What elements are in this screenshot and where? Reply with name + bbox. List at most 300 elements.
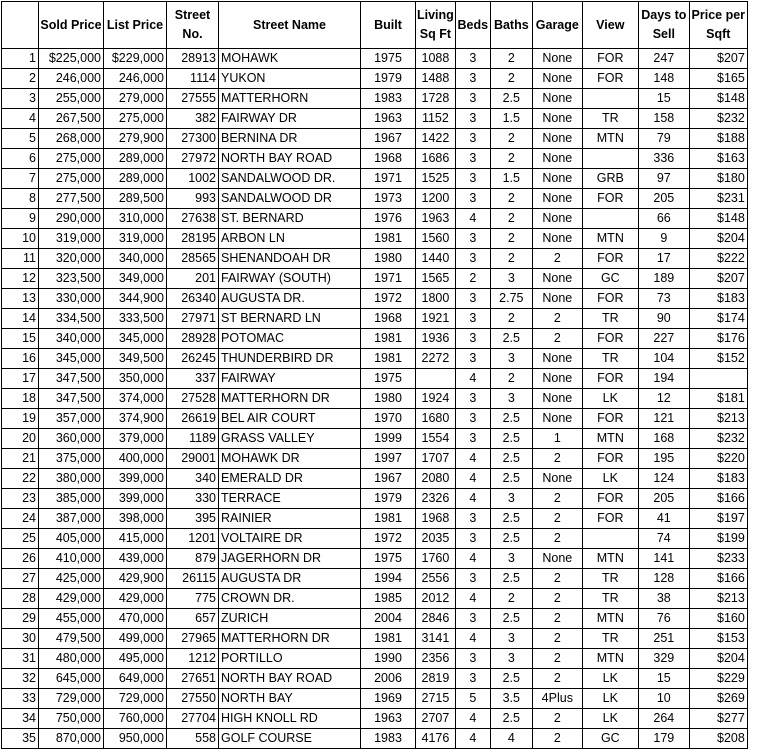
list-price-cell[interactable]: 439,000	[104, 549, 167, 569]
living-sqft-cell[interactable]: 1680	[416, 409, 456, 429]
living-sqft-cell[interactable]: 2326	[416, 489, 456, 509]
list-price-cell[interactable]: 374,000	[104, 389, 167, 409]
days-to-sell-cell[interactable]: 15	[638, 89, 689, 109]
row-number-cell[interactable]: 22	[2, 469, 39, 489]
row-number-cell[interactable]: 30	[2, 629, 39, 649]
price-per-sqft-cell[interactable]: $163	[689, 149, 747, 169]
list-price-cell[interactable]: 429,000	[104, 589, 167, 609]
price-per-sqft-cell[interactable]: $229	[689, 669, 747, 689]
view-cell[interactable]: GC	[582, 729, 638, 749]
price-per-sqft-cell[interactable]: $148	[689, 89, 747, 109]
living-sqft-cell[interactable]: 2272	[416, 349, 456, 369]
view-cell[interactable]: LK	[582, 669, 638, 689]
garage-cell[interactable]: None	[532, 269, 582, 289]
view-cell[interactable]: TR	[582, 569, 638, 589]
street-number-cell[interactable]: 558	[167, 729, 219, 749]
year-built-cell[interactable]: 1981	[361, 329, 416, 349]
year-built-cell[interactable]: 1975	[361, 369, 416, 389]
sold-price-cell[interactable]: 275,000	[39, 149, 104, 169]
street-number-cell[interactable]: 28913	[167, 49, 219, 69]
garage-cell[interactable]: 2	[532, 709, 582, 729]
living-sqft-cell[interactable]: 1560	[416, 229, 456, 249]
garage-cell[interactable]: None	[532, 409, 582, 429]
year-built-cell[interactable]: 1975	[361, 549, 416, 569]
days-to-sell-cell[interactable]: 247	[638, 49, 689, 69]
baths-cell[interactable]: 2	[490, 189, 532, 209]
view-cell[interactable]: FOR	[582, 489, 638, 509]
price-per-sqft-cell[interactable]: $204	[689, 649, 747, 669]
baths-cell[interactable]: 2.5	[490, 449, 532, 469]
view-cell[interactable]: TR	[582, 309, 638, 329]
price-per-sqft-cell[interactable]: $181	[689, 389, 747, 409]
days-to-sell-cell[interactable]: 38	[638, 589, 689, 609]
days-to-sell-cell[interactable]: 90	[638, 309, 689, 329]
living-sqft-cell[interactable]: 1488	[416, 69, 456, 89]
row-number-cell[interactable]: 4	[2, 109, 39, 129]
street-name-header[interactable]: Street Name	[219, 2, 361, 49]
garage-cell[interactable]: 1	[532, 429, 582, 449]
street-name-cell[interactable]: NORTH BAY ROAD	[219, 669, 361, 689]
year-built-cell[interactable]: 1994	[361, 569, 416, 589]
view-cell[interactable]	[582, 529, 638, 549]
sold-price-cell[interactable]: 729,000	[39, 689, 104, 709]
year-built-cell[interactable]: 1981	[361, 349, 416, 369]
street-name-cell[interactable]: BERNINA DR	[219, 129, 361, 149]
days-to-sell-cell[interactable]: 195	[638, 449, 689, 469]
days-to-sell-cell[interactable]: 124	[638, 469, 689, 489]
garage-cell[interactable]: None	[532, 349, 582, 369]
street-name-cell[interactable]: JAGERHORN DR	[219, 549, 361, 569]
street-number-cell[interactable]: 775	[167, 589, 219, 609]
living-sqft-cell[interactable]: 1565	[416, 269, 456, 289]
price-per-sqft-cell[interactable]: $183	[689, 469, 747, 489]
street-number-cell[interactable]: 330	[167, 489, 219, 509]
days-to-sell-cell[interactable]: 148	[638, 69, 689, 89]
garage-cell[interactable]: None	[532, 49, 582, 69]
street-name-cell[interactable]: CROWN DR.	[219, 589, 361, 609]
baths-cell[interactable]: 2.5	[490, 429, 532, 449]
year-built-cell[interactable]: 1999	[361, 429, 416, 449]
view-cell[interactable]: TR	[582, 629, 638, 649]
living-sqft-cell[interactable]: 1554	[416, 429, 456, 449]
price-per-sqft-cell[interactable]: $232	[689, 109, 747, 129]
days-to-sell-cell[interactable]: 41	[638, 509, 689, 529]
street-name-cell[interactable]: VOLTAIRE DR	[219, 529, 361, 549]
living-sqft-cell[interactable]: 2035	[416, 529, 456, 549]
view-cell[interactable]: FOR	[582, 49, 638, 69]
beds-cell[interactable]: 4	[455, 469, 490, 489]
view-cell[interactable]: FOR	[582, 329, 638, 349]
beds-cell[interactable]: 3	[455, 669, 490, 689]
baths-cell[interactable]: 3	[490, 649, 532, 669]
price-per-sqft-cell[interactable]: $153	[689, 629, 747, 649]
view-cell[interactable]: MTN	[582, 649, 638, 669]
street-name-cell[interactable]: EMERALD DR	[219, 469, 361, 489]
price-per-sqft-cell[interactable]: $269	[689, 689, 747, 709]
row-number-cell[interactable]: 32	[2, 669, 39, 689]
living-sqft-cell[interactable]: 2080	[416, 469, 456, 489]
baths-cell[interactable]: 2.5	[490, 89, 532, 109]
row-number-cell[interactable]: 9	[2, 209, 39, 229]
list-price-cell[interactable]: 310,000	[104, 209, 167, 229]
list-price-cell[interactable]: 349,000	[104, 269, 167, 289]
sold-price-cell[interactable]: 267,500	[39, 109, 104, 129]
baths-cell[interactable]: 3	[490, 389, 532, 409]
garage-cell[interactable]: None	[532, 389, 582, 409]
street-name-cell[interactable]: MOHAWK	[219, 49, 361, 69]
street-number-cell[interactable]: 337	[167, 369, 219, 389]
price-per-sqft-cell[interactable]: $231	[689, 189, 747, 209]
sold-price-cell[interactable]: 385,000	[39, 489, 104, 509]
sold-price-cell[interactable]: 870,000	[39, 729, 104, 749]
beds-cell[interactable]: 3	[455, 229, 490, 249]
baths-cell[interactable]: 2	[490, 49, 532, 69]
beds-cell[interactable]: 3	[455, 289, 490, 309]
garage-cell[interactable]: 2	[532, 449, 582, 469]
baths-cell[interactable]: 2	[490, 369, 532, 389]
beds-cell[interactable]: 3	[455, 109, 490, 129]
price-per-sqft-cell[interactable]: $222	[689, 249, 747, 269]
sold-price-cell[interactable]: 410,000	[39, 549, 104, 569]
list-price-header[interactable]: List Price	[104, 2, 167, 49]
price-per-sqft-cell[interactable]: $277	[689, 709, 747, 729]
street-name-cell[interactable]: AUGUSTA DR	[219, 569, 361, 589]
year-built-cell[interactable]: 1997	[361, 449, 416, 469]
street-number-cell[interactable]: 993	[167, 189, 219, 209]
list-price-cell[interactable]: 333,500	[104, 309, 167, 329]
view-cell[interactable]: GC	[582, 269, 638, 289]
days-to-sell-cell[interactable]: 73	[638, 289, 689, 309]
days-to-sell-cell[interactable]: 128	[638, 569, 689, 589]
row-number-cell[interactable]: 15	[2, 329, 39, 349]
living-sqft-cell[interactable]: 2356	[416, 649, 456, 669]
sold-price-cell[interactable]: 480,000	[39, 649, 104, 669]
list-price-cell[interactable]: 349,500	[104, 349, 167, 369]
baths-cell[interactable]: 4	[490, 729, 532, 749]
view-cell[interactable]: LK	[582, 469, 638, 489]
baths-cell[interactable]: 1.5	[490, 109, 532, 129]
view-cell[interactable]: TR	[582, 349, 638, 369]
beds-cell[interactable]: 4	[455, 729, 490, 749]
baths-cell[interactable]: 3	[490, 489, 532, 509]
baths-cell[interactable]: 2.5	[490, 669, 532, 689]
year-built-cell[interactable]: 1972	[361, 289, 416, 309]
sold-price-cell[interactable]: 246,000	[39, 69, 104, 89]
price-per-sqft-cell[interactable]: $207	[689, 269, 747, 289]
living-sqft-cell[interactable]: 1200	[416, 189, 456, 209]
list-price-cell[interactable]: 499,000	[104, 629, 167, 649]
living-sqft-cell[interactable]: 1525	[416, 169, 456, 189]
price-per-sqft-cell[interactable]: $220	[689, 449, 747, 469]
baths-cell[interactable]: 2	[490, 589, 532, 609]
garage-cell[interactable]: None	[532, 469, 582, 489]
year-built-cell[interactable]: 1972	[361, 529, 416, 549]
sold-price-cell[interactable]: 345,000	[39, 349, 104, 369]
street-name-cell[interactable]: BEL AIR COURT	[219, 409, 361, 429]
sold-price-cell[interactable]: 277,500	[39, 189, 104, 209]
baths-cell[interactable]: 2.5	[490, 509, 532, 529]
list-price-cell[interactable]: 470,000	[104, 609, 167, 629]
street-name-cell[interactable]: HIGH KNOLL RD	[219, 709, 361, 729]
view-cell[interactable]: FOR	[582, 189, 638, 209]
sold-price-cell[interactable]: 323,500	[39, 269, 104, 289]
street-name-cell[interactable]: FAIRWAY	[219, 369, 361, 389]
beds-cell[interactable]: 4	[455, 629, 490, 649]
garage-cell[interactable]: None	[532, 189, 582, 209]
year-built-cell[interactable]: 1963	[361, 109, 416, 129]
baths-cell[interactable]: 2	[490, 309, 532, 329]
year-built-cell[interactable]: 1970	[361, 409, 416, 429]
garage-header[interactable]: Garage	[532, 2, 582, 49]
view-cell[interactable]: MTN	[582, 609, 638, 629]
garage-cell[interactable]: None	[532, 149, 582, 169]
view-cell[interactable]: FOR	[582, 69, 638, 89]
price-per-sqft-cell[interactable]: $148	[689, 209, 747, 229]
row-number-cell[interactable]: 24	[2, 509, 39, 529]
row-number-cell[interactable]: 19	[2, 409, 39, 429]
sold-price-cell[interactable]: 375,000	[39, 449, 104, 469]
list-price-cell[interactable]: 246,000	[104, 69, 167, 89]
row-number-cell[interactable]: 21	[2, 449, 39, 469]
street-name-cell[interactable]: POTOMAC	[219, 329, 361, 349]
days-to-sell-cell[interactable]: 329	[638, 649, 689, 669]
street-name-cell[interactable]: SANDALWOOD DR.	[219, 169, 361, 189]
street-number-cell[interactable]: 27550	[167, 689, 219, 709]
street-name-cell[interactable]: RAINIER	[219, 509, 361, 529]
beds-cell[interactable]: 3	[455, 529, 490, 549]
list-price-cell[interactable]: 649,000	[104, 669, 167, 689]
baths-cell[interactable]: 2.5	[490, 409, 532, 429]
beds-cell[interactable]: 3	[455, 389, 490, 409]
garage-cell[interactable]: None	[532, 129, 582, 149]
row-number-cell[interactable]: 17	[2, 369, 39, 389]
view-cell[interactable]: MTN	[582, 429, 638, 449]
row-number-cell[interactable]: 35	[2, 729, 39, 749]
price-per-sqft-cell[interactable]: $183	[689, 289, 747, 309]
days-to-sell-cell[interactable]: 141	[638, 549, 689, 569]
street-name-cell[interactable]: NORTH BAY	[219, 689, 361, 709]
list-price-cell[interactable]: 950,000	[104, 729, 167, 749]
living-sqft-cell[interactable]: 1422	[416, 129, 456, 149]
row-number-cell[interactable]: 28	[2, 589, 39, 609]
baths-cell[interactable]: 2.5	[490, 609, 532, 629]
year-built-cell[interactable]: 1971	[361, 169, 416, 189]
view-cell[interactable]: FOR	[582, 249, 638, 269]
view-cell[interactable]: LK	[582, 709, 638, 729]
beds-cell[interactable]: 3	[455, 429, 490, 449]
view-cell[interactable]: MTN	[582, 549, 638, 569]
view-cell[interactable]: FOR	[582, 409, 638, 429]
baths-cell[interactable]: 2.75	[490, 289, 532, 309]
living-sqft-cell[interactable]: 1760	[416, 549, 456, 569]
list-price-cell[interactable]: 319,000	[104, 229, 167, 249]
garage-cell[interactable]: None	[532, 109, 582, 129]
street-number-cell[interactable]: 340	[167, 469, 219, 489]
street-number-cell[interactable]: 26245	[167, 349, 219, 369]
sold-price-cell[interactable]: 405,000	[39, 529, 104, 549]
year-built-cell[interactable]: 1967	[361, 129, 416, 149]
sold-price-cell[interactable]: 479,500	[39, 629, 104, 649]
price-per-sqft-cell[interactable]: $199	[689, 529, 747, 549]
days-to-sell-cell[interactable]: 66	[638, 209, 689, 229]
row-number-cell[interactable]: 26	[2, 549, 39, 569]
street-number-cell[interactable]: 27638	[167, 209, 219, 229]
row-number-cell[interactable]: 25	[2, 529, 39, 549]
year-built-cell[interactable]: 2004	[361, 609, 416, 629]
price-per-sqft-cell[interactable]: $213	[689, 589, 747, 609]
year-built-cell[interactable]: 1981	[361, 229, 416, 249]
built-header[interactable]: Built	[361, 2, 416, 49]
days-to-sell-cell[interactable]: 189	[638, 269, 689, 289]
list-price-cell[interactable]: 275,000	[104, 109, 167, 129]
list-price-cell[interactable]: 398,000	[104, 509, 167, 529]
street-name-cell[interactable]: ST BERNARD LN	[219, 309, 361, 329]
year-built-cell[interactable]: 1981	[361, 509, 416, 529]
garage-cell[interactable]: 2	[532, 629, 582, 649]
price-per-sqft-cell[interactable]: $188	[689, 129, 747, 149]
beds-cell[interactable]: 3	[455, 409, 490, 429]
row-number-cell[interactable]: 2	[2, 69, 39, 89]
year-built-cell[interactable]: 1979	[361, 69, 416, 89]
price-per-sqft-cell[interactable]: $208	[689, 729, 747, 749]
garage-cell[interactable]: None	[532, 69, 582, 89]
price-per-sqft-header[interactable]: Price per Sqft	[689, 2, 747, 49]
row-number-cell[interactable]: 1	[2, 49, 39, 69]
row-number-cell[interactable]: 12	[2, 269, 39, 289]
street-number-cell[interactable]: 879	[167, 549, 219, 569]
days-to-sell-cell[interactable]: 17	[638, 249, 689, 269]
view-cell[interactable]: FOR	[582, 369, 638, 389]
days-to-sell-header[interactable]: Days to Sell	[638, 2, 689, 49]
row-number-cell[interactable]: 14	[2, 309, 39, 329]
days-to-sell-cell[interactable]: 76	[638, 609, 689, 629]
view-cell[interactable]	[582, 209, 638, 229]
beds-cell[interactable]: 4	[455, 709, 490, 729]
living-sqft-cell[interactable]: 1728	[416, 89, 456, 109]
list-price-cell[interactable]: 345,000	[104, 329, 167, 349]
year-built-cell[interactable]: 1975	[361, 49, 416, 69]
street-name-cell[interactable]: AUGUSTA DR.	[219, 289, 361, 309]
days-to-sell-cell[interactable]: 227	[638, 329, 689, 349]
street-number-cell[interactable]: 382	[167, 109, 219, 129]
baths-cell[interactable]: 3	[490, 349, 532, 369]
sold-price-cell[interactable]: 387,000	[39, 509, 104, 529]
days-to-sell-cell[interactable]: 121	[638, 409, 689, 429]
street-number-cell[interactable]: 27971	[167, 309, 219, 329]
garage-cell[interactable]: 2	[532, 589, 582, 609]
street-number-cell[interactable]: 29001	[167, 449, 219, 469]
year-built-cell[interactable]: 1983	[361, 729, 416, 749]
sold-price-cell[interactable]: 320,000	[39, 249, 104, 269]
garage-cell[interactable]: 2	[532, 329, 582, 349]
beds-cell[interactable]: 4	[455, 449, 490, 469]
beds-cell[interactable]: 3	[455, 149, 490, 169]
living-sqft-cell[interactable]: 1707	[416, 449, 456, 469]
row-number-cell[interactable]: 33	[2, 689, 39, 709]
beds-cell[interactable]: 3	[455, 129, 490, 149]
garage-cell[interactable]: 2	[532, 509, 582, 529]
price-per-sqft-cell[interactable]: $174	[689, 309, 747, 329]
price-per-sqft-cell[interactable]: $233	[689, 549, 747, 569]
beds-cell[interactable]: 3	[455, 249, 490, 269]
street-number-cell[interactable]: 27555	[167, 89, 219, 109]
living-sqft-cell[interactable]: 2819	[416, 669, 456, 689]
list-price-cell[interactable]: 374,900	[104, 409, 167, 429]
sold-price-cell[interactable]: 425,000	[39, 569, 104, 589]
street-number-cell[interactable]: 1189	[167, 429, 219, 449]
beds-cell[interactable]: 3	[455, 509, 490, 529]
street-number-cell[interactable]: 27972	[167, 149, 219, 169]
street-name-cell[interactable]: MATTERHORN DR	[219, 629, 361, 649]
row-number-cell[interactable]: 16	[2, 349, 39, 369]
sold-price-cell[interactable]: 268,000	[39, 129, 104, 149]
list-price-cell[interactable]: 279,900	[104, 129, 167, 149]
list-price-cell[interactable]: 400,000	[104, 449, 167, 469]
sold-price-cell[interactable]: $225,000	[39, 49, 104, 69]
street-name-cell[interactable]: GOLF COURSE	[219, 729, 361, 749]
list-price-cell[interactable]: 399,000	[104, 469, 167, 489]
price-per-sqft-cell[interactable]: $207	[689, 49, 747, 69]
list-price-cell[interactable]: 289,000	[104, 149, 167, 169]
price-per-sqft-cell[interactable]: $152	[689, 349, 747, 369]
living-sqft-cell[interactable]: 1936	[416, 329, 456, 349]
list-price-cell[interactable]: 429,900	[104, 569, 167, 589]
days-to-sell-cell[interactable]: 336	[638, 149, 689, 169]
street-name-cell[interactable]: YUKON	[219, 69, 361, 89]
year-built-cell[interactable]: 1981	[361, 629, 416, 649]
sold-price-cell[interactable]: 380,000	[39, 469, 104, 489]
street-name-cell[interactable]: GRASS VALLEY	[219, 429, 361, 449]
price-per-sqft-cell[interactable]: $180	[689, 169, 747, 189]
street-name-cell[interactable]: ST. BERNARD	[219, 209, 361, 229]
living-sqft-cell[interactable]: 1800	[416, 289, 456, 309]
street-number-cell[interactable]: 26340	[167, 289, 219, 309]
year-built-cell[interactable]: 1967	[361, 469, 416, 489]
year-built-cell[interactable]: 1963	[361, 709, 416, 729]
garage-cell[interactable]: None	[532, 289, 582, 309]
beds-cell[interactable]: 4	[455, 369, 490, 389]
baths-cell[interactable]: 2	[490, 209, 532, 229]
street-name-cell[interactable]: SANDALWOOD DR	[219, 189, 361, 209]
beds-cell[interactable]: 3	[455, 69, 490, 89]
sold-price-cell[interactable]: 340,000	[39, 329, 104, 349]
days-to-sell-cell[interactable]: 205	[638, 489, 689, 509]
living-sqft-cell[interactable]: 2715	[416, 689, 456, 709]
price-per-sqft-cell[interactable]: $166	[689, 569, 747, 589]
row-number-cell[interactable]: 18	[2, 389, 39, 409]
street-name-cell[interactable]: THUNDERBIRD DR	[219, 349, 361, 369]
sold-price-cell[interactable]: 347,500	[39, 389, 104, 409]
street-number-cell[interactable]: 1212	[167, 649, 219, 669]
beds-cell[interactable]: 4	[455, 549, 490, 569]
street-name-cell[interactable]: FAIRWAY (SOUTH)	[219, 269, 361, 289]
street-name-cell[interactable]: NORTH BAY ROAD	[219, 149, 361, 169]
beds-cell[interactable]: 3	[455, 169, 490, 189]
garage-cell[interactable]: 2	[532, 609, 582, 629]
list-price-cell[interactable]: 289,500	[104, 189, 167, 209]
garage-cell[interactable]: None	[532, 369, 582, 389]
list-price-cell[interactable]: 279,000	[104, 89, 167, 109]
living-sqft-cell[interactable]	[416, 369, 456, 389]
price-per-sqft-cell[interactable]: $232	[689, 429, 747, 449]
row-number-cell[interactable]: 8	[2, 189, 39, 209]
view-cell[interactable]: FOR	[582, 509, 638, 529]
garage-cell[interactable]: None	[532, 89, 582, 109]
days-to-sell-cell[interactable]: 264	[638, 709, 689, 729]
sold-price-cell[interactable]: 455,000	[39, 609, 104, 629]
price-per-sqft-cell[interactable]	[689, 369, 747, 389]
baths-header[interactable]: Baths	[490, 2, 532, 49]
